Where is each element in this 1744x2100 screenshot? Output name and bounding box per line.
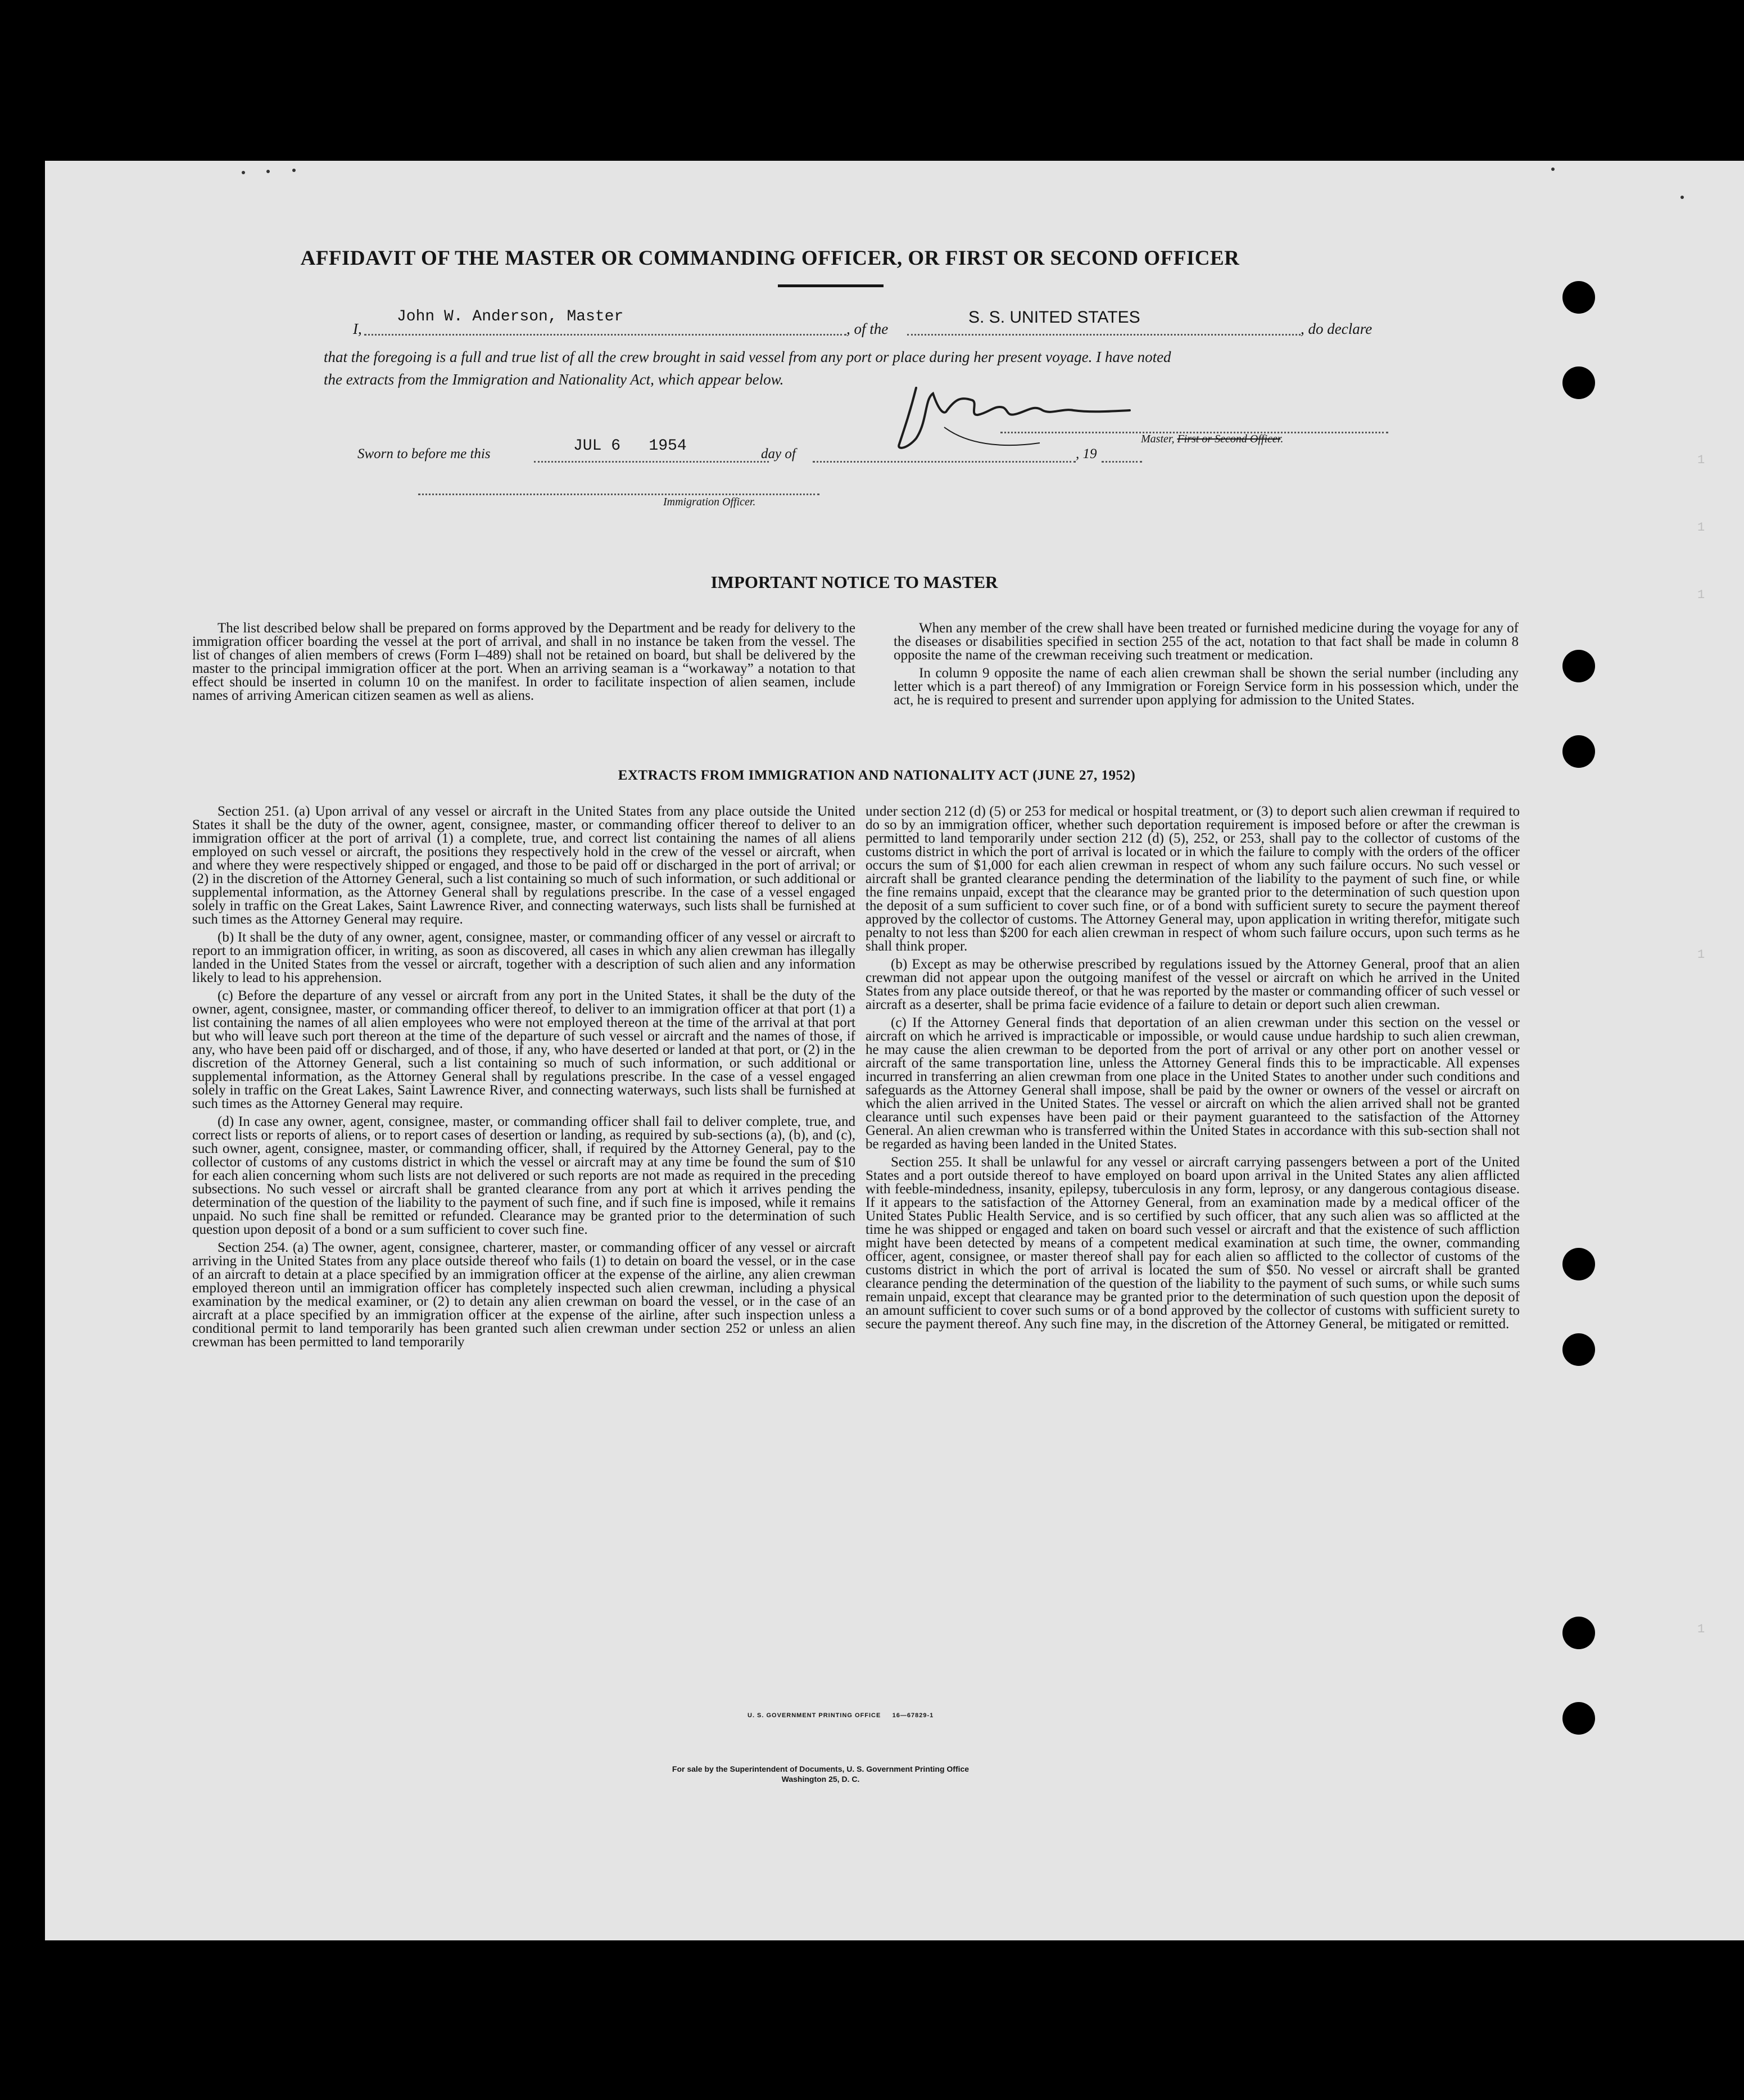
extracts-title: EXTRACTS FROM IMMIGRATION AND NATIONALITY ACT (JUNE 27, 1952) xyxy=(618,768,1136,783)
officer-signature-line xyxy=(418,494,819,495)
binder-hole xyxy=(1562,650,1595,682)
binder-hole xyxy=(1562,1617,1595,1649)
sale-notice-line-1: For sale by the Superintendent of Documents, U. S. Government Printing Office xyxy=(672,1764,970,1773)
notice-title: IMPORTANT NOTICE TO MASTER xyxy=(710,572,998,592)
section-paragraph: (c) If the Attorney General finds that deportation of an alien crewman under this section on the vessel or aircraft on which he arrived is impracticable or impossible, or would cause undue hardship to such alien crewman, he may cause the alien crewman to be deported from the port of arrival or any other port on another vessel or aircraft of the same transportation line, unless the Attorney General finds this to be impracticable. All expenses incurred in transferring an alien crewman from one place in the United States to another under such conditions and safeguards as the Attorney General shall impose, shall be paid by the owner or owners of the vessel or aircraft on which the alien arrived in the United States. The vessel or aircraft on which the alien arrived shall not be granted clearance until such expenses have been paid or their payment guaranteed to the satisfaction of the Attorney General. An alien crewman who is transferred within the United States in accordance with this sub-section shall not be regarded as having been landed in the United States. xyxy=(866,1015,1520,1152)
section-paragraph: (d) In case any owner, agent, consignee, master, or commanding officer shall fail to deliver complete, true, and correct lists or reports of aliens, or to report cases of desertion or landing, as required by sub-sections (a), (b), and (c), such owner, agent, consignee, master, or commanding officer, shall, if required by the Attorney General, pay to the collector of customs of any customs district in which the vessel or aircraft may at any time be found the sum of $10 for each alien concerning whom such lists are not delivered or such reports are not made as required in the preceding subsections. No such vessel or aircraft shall be granted clearance from any port at which it arrives pending the determination of the question of the liability to the payment of such fine, and if such fine is imposed, while it remains unpaid. No such fine shall be remitted or refunded. Clearance may be granted prior to the determination of such question upon deposit of a bond or a sum sufficient to cover such fine. xyxy=(192,1114,855,1237)
master-name-field[interactable]: John W. Anderson, Master xyxy=(397,308,624,325)
section-paragraph: Section 254. (a) The owner, agent, consignee, charterer, master, or commanding officer of any vessel or aircraft arriving in the United States from any place outside thereof who fails (1) to detain on board the vessel, or in the case of an aircraft to detain at a place specified by an immigration officer at the expense of the airline, any alien crewman employed thereon until an immigration officer has completely inspected such alien crewman, including a physical examination by the medical examiner, or (2) to detain any alien crewman on board the vessel, or in the case of an aircraft at a place specified by an immigration officer at the expense of the airline, after such inspection unless a conditional permit to land temporarily has been granted such alien crewman under section 252 or unless an alien crewman has been permitted to land temporarily xyxy=(192,1240,855,1350)
i-label: I, xyxy=(353,320,362,337)
gpo-imprint: U. S. GOVERNMENT PRINTING OFFICE 16—67829-1 xyxy=(748,1712,934,1719)
binder-hole xyxy=(1562,281,1595,314)
month-field-line xyxy=(813,461,1076,463)
section-paragraph: (b) Except as may be otherwise prescribed by regulations issued by the Attorney General, proof that an alien crewman did not appear upon the outgoing manifest of the vessel or aircraft on which he arrived in the United States from any place outside thereof, or that he was reported by the master or commanding officer of such vessel or aircraft as a deserter, shall be prima facie evidence of a failure to detain or deport such alien crewman. xyxy=(866,957,1520,1012)
affidavit-title: AFFIDAVIT OF THE MASTER OR COMMANDING OFFICER, OR FIRST OR SECOND OFFICER xyxy=(300,247,1240,270)
year-label: , 19 xyxy=(1076,446,1097,461)
scan-speck xyxy=(292,169,296,172)
day-of-label: day of xyxy=(761,446,796,461)
caption-period: . xyxy=(1280,433,1284,445)
scan-speck xyxy=(242,171,245,174)
signer-caption xyxy=(1141,433,1283,446)
declaration-text-line-2: the extracts from the Immigration and Nationality Act, which appear below. xyxy=(324,371,784,388)
notice-left-column xyxy=(192,622,855,707)
name-field-line xyxy=(364,334,846,336)
binder-hole xyxy=(1562,1333,1595,1366)
sworn-label: Sworn to before me this xyxy=(357,446,491,461)
bleed-through-marks: 1 xyxy=(1697,588,1705,602)
notice-paragraph: When any member of the crew shall have been treated or furnished medicine during the voyage for any of the diseases or disabilities specified in section 255 of the act, notation to that fact shall be made in column 8 opposite the name of the crewman receiving such treatment or medication. xyxy=(894,621,1519,663)
scan-speck xyxy=(266,170,270,173)
binder-hole xyxy=(1562,366,1595,399)
year-field-line xyxy=(1102,461,1142,463)
binder-hole xyxy=(1562,735,1595,768)
title-rule xyxy=(778,284,884,287)
caption-struck-title: First or Second Officer xyxy=(1177,433,1281,445)
form-page xyxy=(45,161,1744,1940)
declaration-text-line-1: that the foregoing is a full and true list of all the crew brought in said vessel from any port or place during her present voyage. I have noted xyxy=(324,349,1171,365)
section-paragraph: Section 255. It shall be unlawful for any vessel or aircraft carrying passengers between a port of the United States and a port outside thereof to have employed on board upon arrival in the United States any alien afflicted with feeble-mindedness, insanity, epilepsy, tuberculosis in any form, leprosy, or any dangerous contagious disease. If it appears to the satisfaction of the Attorney General, from an examination made by a medical officer of the United States Public Health Service, and is so certified by such officer, that any such alien was so afflicted at the time he was shipped or engaged and taken on board such vessel or aircraft and that the existence of such affliction might have been detected by means of a competent medical examination at such time, the owner, commanding officer, agent, consignee, or master thereof shall pay for each alien so afflicted to the collector of customs of the customs district in which the port of arrival is located the sum of $50. No vessel or aircraft shall be granted clearance pending the determination of the question of the liability to the payment of such sums, or while such sums remain unpaid, except that clearance may be granted prior to the determination of such question upon the deposit of an amount sufficient to cover such sums or of a bond approved by the collector of customs with sufficient surety to secure the payment thereof. Any such fine may, in the discretion of the Attorney General, be mitigated or remitted. xyxy=(866,1155,1520,1332)
section-paragraph: (b) It shall be the duty of any owner, agent, consignee, master, or commanding officer of any vessel or aircraft to report to an immigration officer, in writing, as soon as discovered, all cases in which any alien crewman has illegally landed in the United States from the vessel or aircraft, together with a description of such alien and any information likely to lead to his apprehension. xyxy=(192,930,855,985)
of-the-label: , of the xyxy=(846,320,889,337)
binder-hole xyxy=(1562,1248,1595,1280)
bleed-through-marks: 1 xyxy=(1697,1622,1705,1636)
section-paragraph: Section 251. (a) Upon arrival of any vessel or aircraft in the United States from any place outside the United States it shall be the duty of the owner, agent, consignee, master, or commanding officer thereof to deliver to an immigration officer at the port of arrival (1) a complete, true, and correct list containing the names of all aliens employed on such vessel or aircraft, the positions they respectively hold in the crew of the vessel or aircraft, when and where they were respectively shipped or engaged, and those to be paid off or discharged in the port of arrival; or (2) in the discretion of the Attorney General, such a list containing so much of such information, or such additional or supplemental information, as the Attorney General shall by regulations prescribe. In the case of a vessel engaged solely in traffic on the Great Lakes, Saint Lawrence River, and connecting waterways, such lists shall be furnished at such times as the Attorney General may require. xyxy=(192,804,855,927)
notice-paragraph: In column 9 opposite the name of each alien crewman shall be shown the serial number (including any letter which is a part thereof) of any Immigration or Foreign Service form in his possession which, under the act, he is required to present and surrender upon applying for admission to the United States. xyxy=(894,666,1519,708)
officer-caption: Immigration Officer. xyxy=(663,496,756,508)
vessel-name-field[interactable]: S. S. UNITED STATES xyxy=(968,308,1140,327)
binder-hole xyxy=(1562,1702,1595,1735)
sale-notice xyxy=(607,1764,1034,1784)
notice-right-column xyxy=(894,622,1519,712)
sale-notice-line-2: Washington 25, D. C. xyxy=(781,1775,860,1784)
scan-speck xyxy=(1551,168,1555,171)
bleed-through-marks: 1 xyxy=(1697,521,1705,535)
vessel-field-line xyxy=(907,334,1301,336)
section-paragraph: under section 212 (d) (5) or 253 for medical or hospital treatment, or (3) to deport such alien crewman if required to do so by an immigration officer, whether such deportation requirement is imposed before or after the crewman is permitted to land temporarily under section 212 (d) (5), 252, or 253, shall pay to the collector of customs of the customs district in which the port of arrival is located or in which the failure to comply with the orders of the officer occurs the sum of $1,000 for each alien crewman in respect of whom any such failure occurs. No such vessel or aircraft shall be granted clearance pending the determination of the liability to the payment of such fine, or while the fine remains unpaid, except that the clearance may be granted prior to the determination of such question upon the deposit of a sum sufficient to cover such fine, or of a bond with sufficient surety to secure the payment thereof approved by the collector of customs. The Attorney General may, upon application in writing therefor, mitigate such penalty to not less than $200 for each alien crewman in respect of whom such failure occurs, upon such terms as he shall think proper. xyxy=(866,804,1520,954)
sworn-date-line xyxy=(534,461,769,463)
sworn-date-field[interactable]: JUL 6 1954 xyxy=(573,437,687,455)
caption-master: Master, xyxy=(1141,433,1175,445)
scan-speck xyxy=(1680,196,1684,199)
bleed-through-marks: 1 xyxy=(1697,453,1705,467)
section-paragraph: (c) Before the departure of any vessel or aircraft from any port in the United States, it shall be the duty of the owner, agent, consignee, master, or commanding officer thereof, to deliver to an immigration officer at that port (1) a list containing the names of all alien employees who were not employed thereon at the time of the arrival at that port but who will leave such port thereon at the time of the departure of such vessel or aircraft and the names of those, if any, who have been paid off or discharged, and of those, if any, who have deserted or landed at that port, or (2) in the discretion of the Attorney General, such a list containing so much of such information, or such additional or supplemental information, as the Attorney General shall by regulations prescribe. In the case of a vessel engaged solely in traffic on the Great Lakes, Saint Lawrence River, and connecting waterways, such lists shall be furnished at such times as the Attorney General may require. xyxy=(192,988,855,1111)
do-declare-label: , do declare xyxy=(1301,320,1372,337)
bleed-through-marks: 1 xyxy=(1697,948,1705,962)
extracts-left-column xyxy=(192,805,855,1354)
extracts-right-column xyxy=(866,805,1520,1336)
notice-paragraph: The list described below shall be prepared on forms approved by the Department and be ready for delivery to the immigration officer boarding the vessel at the port of arrival, and shall in no instance be taken from the vessel. The list of changes of alien members of crews (Form I–489) shall not be retained on board, but shall be delivered by the master to the principal immigration officer at the port. When an arriving seaman is a “workaway” a notation to that effect should be inserted in column 10 on the manifest. In order to facilitate inspection of alien seamen, include names of arriving American citizen seamen as well as aliens. xyxy=(192,621,855,703)
